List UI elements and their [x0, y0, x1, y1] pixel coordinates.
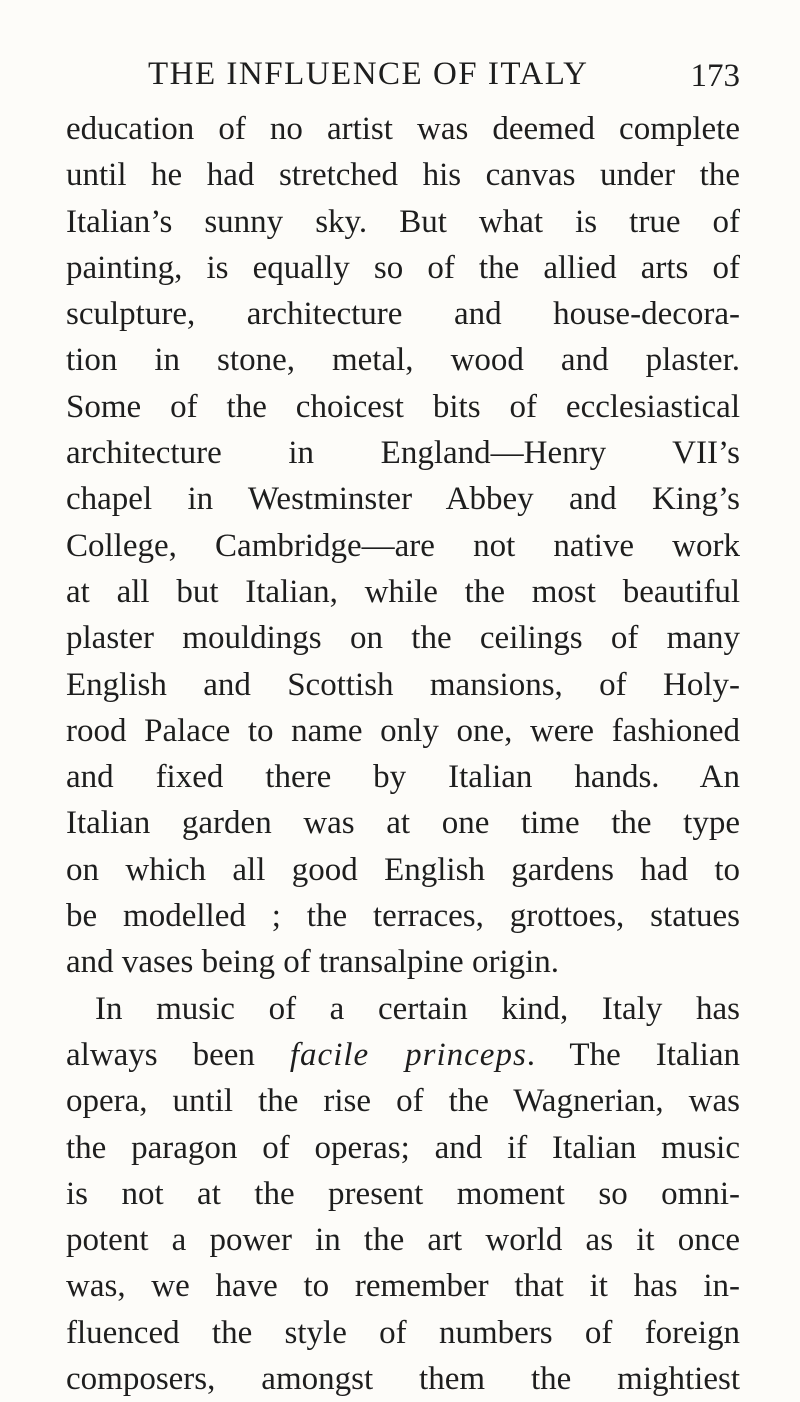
text-line-with-italic	[66, 1032, 740, 1078]
text-line: at all but Italian, while the most beautiful	[66, 573, 740, 610]
text-line: sculpture, architecture and house-decora-	[66, 296, 740, 333]
text-line: plaster mouldings on the ceilings of many	[66, 620, 740, 657]
text-line: English and Scottish mansions, of Holy-	[66, 666, 740, 703]
text-segment: . The Italian	[526, 1036, 740, 1073]
text-line: Some of the choicest bits of ecclesiastical	[66, 388, 740, 425]
text-line: is not at the present moment so omni-	[66, 1175, 740, 1212]
text-line: education of no artist was deemed complete	[66, 111, 740, 147]
page-number: 173	[690, 58, 740, 94]
body-text	[66, 106, 740, 1402]
text-line: Italian garden was at one time the type	[66, 805, 740, 842]
paragraph-start-line: In music of a certain kind, Italy has	[95, 990, 740, 1027]
text-line: and fixed there by Italian hands. An	[66, 759, 740, 796]
text-line: and vases being of transalpine origin.	[66, 944, 560, 981]
text-line: chapel in Westminster Abbey and King’s	[66, 481, 740, 518]
text-segment: always been	[66, 1036, 290, 1073]
text-line: Italian’s sunny sky. But what is true of	[66, 203, 740, 240]
text-line: painting, is equally so of the allied arts of	[66, 249, 740, 286]
text-line: opera, until the rise of the Wagnerian, was	[66, 1083, 740, 1120]
page-header	[114, 52, 740, 96]
text-line: fluenced the style of numbers of foreign	[66, 1314, 740, 1351]
italic-phrase: facile princeps	[289, 1036, 527, 1073]
text-line: potent a power in the art world as it once	[66, 1222, 740, 1259]
text-line: until he had stretched his canvas under the	[66, 157, 740, 194]
text-line: tion in stone, metal, wood and plaster.	[66, 342, 740, 379]
text-line: on which all good English gardens had to	[66, 851, 740, 888]
text-line: composers, amongst them the mightiest	[66, 1361, 740, 1398]
text-line: rood Palace to name only one, were fashioned	[66, 712, 740, 749]
text-line: the paragon of operas; and if Italian music	[66, 1129, 740, 1166]
text-line: architecture in England—Henry VII’s	[66, 435, 740, 472]
text-line: be modelled ; the terraces, grottoes, statues	[66, 898, 740, 935]
text-line: College, Cambridge—are not native work	[66, 527, 740, 564]
running-title: THE INFLUENCE OF ITALY	[148, 56, 589, 92]
text-line: was, we have to remember that it has in-	[66, 1268, 740, 1305]
